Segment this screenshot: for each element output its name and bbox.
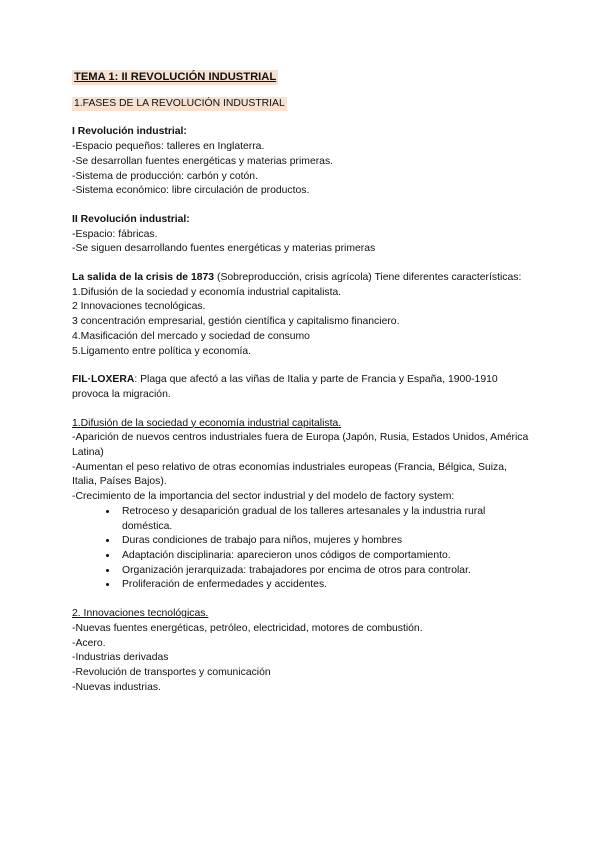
bullet-item: • Organización jerarquizada: trabajadores por encima de otros para controlar. <box>118 564 532 579</box>
crisis-section <box>72 271 532 359</box>
page-title: TEMA 1: II REVOLUCIÓN INDUSTRIAL <box>74 71 277 83</box>
list-item: 1.Difusión de la sociedad y economía industrial capitalista. <box>72 286 342 298</box>
section-heading-phases: 1.FASES DE LA REVOLUCIÓN INDUSTRIAL <box>72 97 287 112</box>
filoxera-section <box>72 373 532 402</box>
filoxera-text: : Plaga que afectó a las viñas de Italia y parte de Francia y España, 1900-1910 provoca la migración. <box>72 374 498 400</box>
filoxera-bold: FIL·LOXERA <box>72 374 135 386</box>
innovations-heading: 2. Innovaciones tecnológicas. <box>72 608 209 620</box>
first-revolution-section <box>72 125 532 199</box>
list-item: -Espacio pequeños: talleres en Inglaterra. <box>72 141 265 153</box>
crisis-text: (Sobreproducción, crisis agrícola) Tiene diferentes características: <box>214 272 522 284</box>
list-item: -Se siguen desarrollando fuentes energéticas y materias primeras <box>72 243 376 255</box>
second-revolution-heading: II Revolución industrial: <box>72 213 190 225</box>
list-item: -Sistema de producción: carbón y cotón. <box>72 170 258 182</box>
list-item: -Aumentan el peso relativo de otras economías industriales europeas (Francia, Bélgica, Suiza, Italia, Países Bajos). <box>72 461 507 488</box>
bullet-item: • Retroceso y desaparición gradual de los talleres artesanales y la industria rural doméstica. <box>118 505 532 534</box>
list-item: -Nuevas industrias. <box>72 681 161 693</box>
list-item: -Aparición de nuevos centros industriales fuera de Europa (Japón, Rusia, Estados Unidos, América Latina) <box>72 432 529 459</box>
list-item: -Revolución de transportes y comunicación <box>72 666 271 678</box>
innovations-section <box>72 607 532 695</box>
list-item: -Se desarrollan fuentes energéticas y materias primeras. <box>72 155 334 167</box>
document-page <box>72 70 532 709</box>
diffusion-section <box>72 417 532 593</box>
diffusion-heading: 1.Difusión de la sociedad y economía industrial capitalista. <box>72 417 342 429</box>
list-item: -Crecimiento de la importancia del sector industrial y del modelo de factory system: <box>72 491 455 503</box>
bullet-item: • Adaptación disciplinaria: aparecieron unos códigos de comportamiento. <box>118 549 532 564</box>
second-revolution-section <box>72 213 532 257</box>
bullet-item: • Duras condiciones de trabajo para niños, mujeres y hombres <box>118 534 532 549</box>
list-item: 4.Masificación del mercado y sociedad de consumo <box>72 330 310 342</box>
list-item: -Industrias derivadas <box>72 652 169 664</box>
crisis-intro <box>72 271 532 286</box>
first-revolution-heading: I Revolución industrial: <box>72 126 187 138</box>
list-item: -Nuevas fuentes energéticas, petróleo, electricidad, motores de combustión. <box>72 622 423 634</box>
list-item: -Acero. <box>72 637 106 649</box>
list-item: 5.Ligamento entre política y economía. <box>72 345 252 357</box>
list-item: 2 Innovaciones tecnológicas. <box>72 301 206 313</box>
list-item: -Espacio: fábricas. <box>72 228 158 240</box>
list-item: 3 concentración empresarial, gestión científica y capitalismo financiero. <box>72 316 400 328</box>
diffusion-bullet-list <box>72 505 532 593</box>
crisis-bold: La salida de la crisis de 1873 <box>72 272 215 284</box>
list-item: -Sistema económico: libre circulación de productos. <box>72 185 310 197</box>
bullet-item: • Proliferación de enfermedades y accidentes. <box>118 578 532 593</box>
